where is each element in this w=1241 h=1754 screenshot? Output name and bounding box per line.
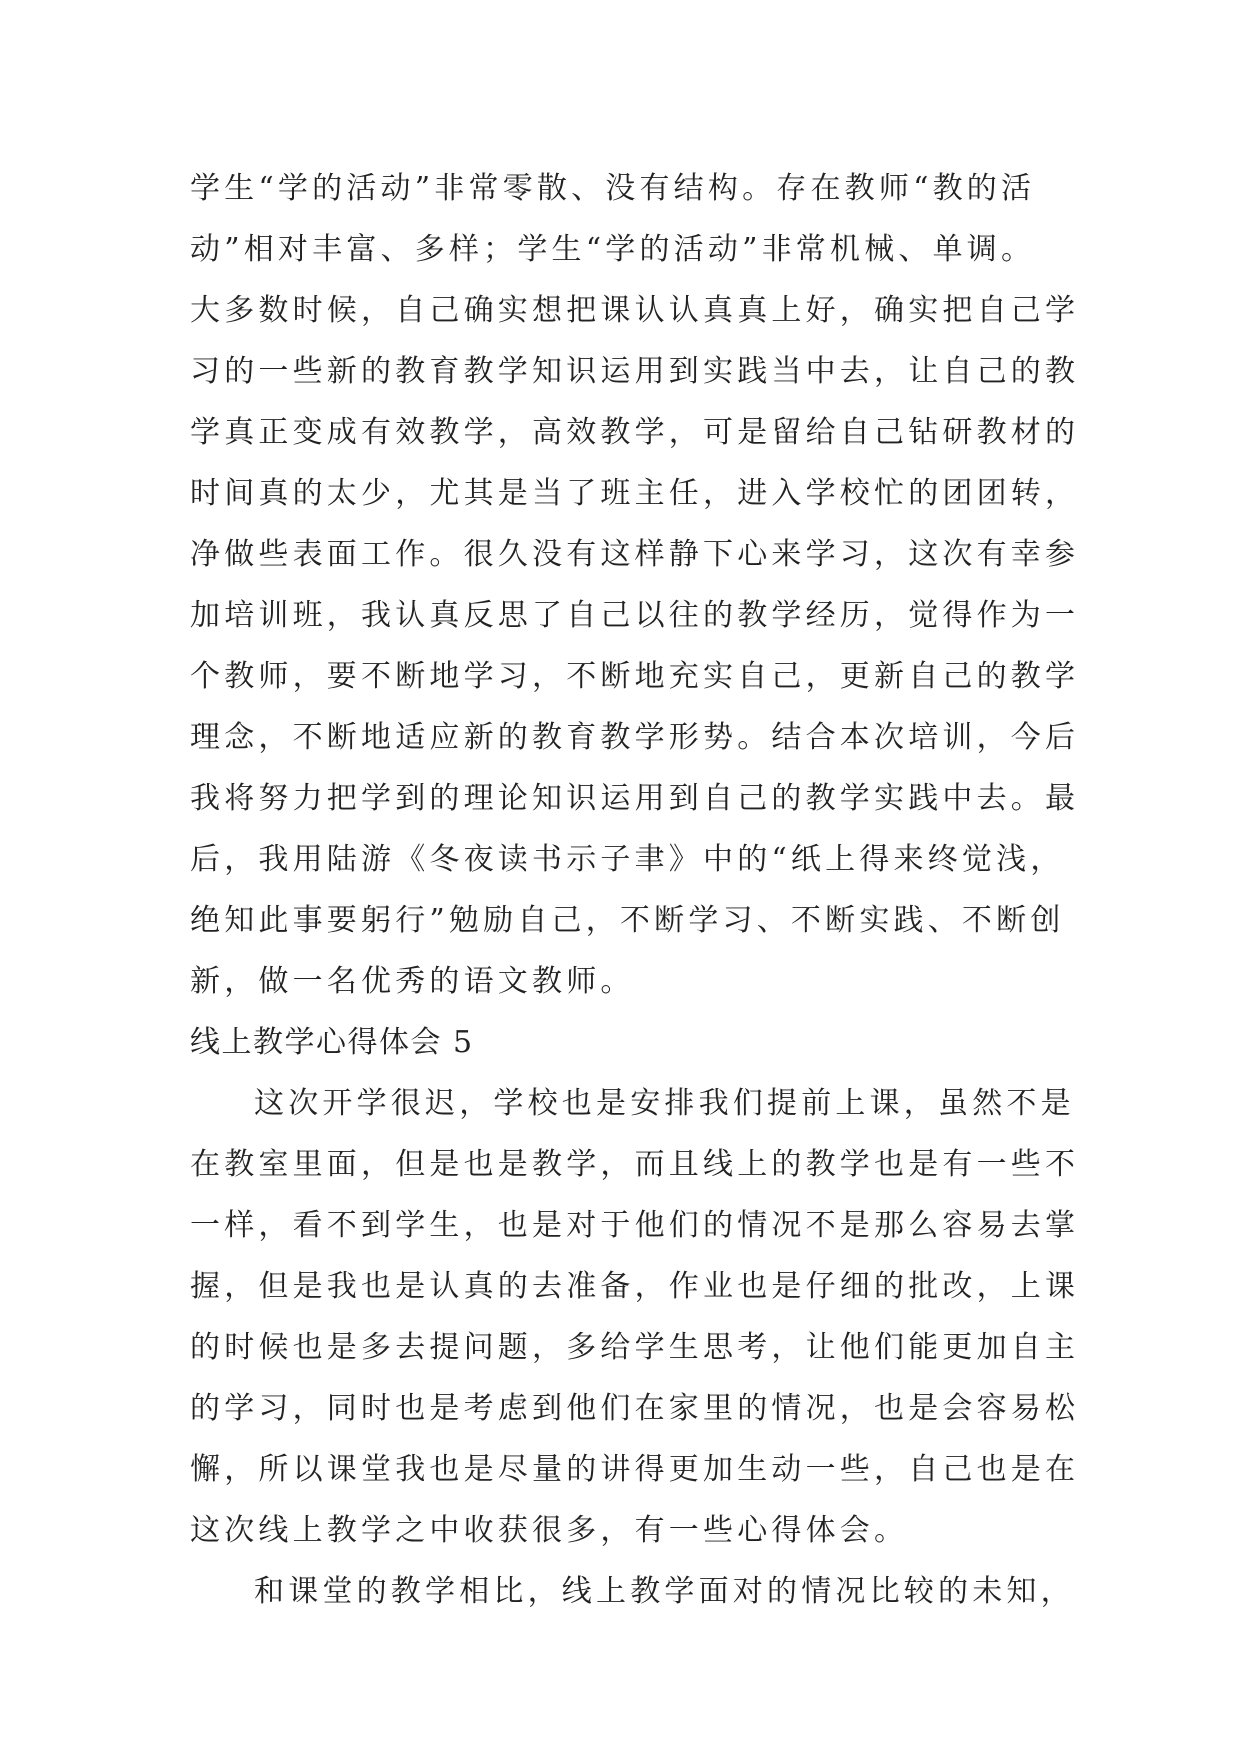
document-body	[190, 158, 1080, 1622]
body-line: 新，做一名优秀的语文教师。	[190, 964, 635, 999]
body-line: 的时候也是多去提问题，多给学生思考，让他们能更加自主	[190, 1330, 1080, 1365]
body-line: 一样，看不到学生，也是对于他们的情况不是那么容易去掌	[190, 1208, 1080, 1243]
body-line: 我将努力把学到的理论知识运用到自己的教学实践中去。最	[190, 781, 1080, 816]
body-line: 在教室里面，但是也是教学，而且线上的教学也是有一些不	[190, 1147, 1080, 1182]
section-heading: 线上教学心得体会 5	[190, 1025, 474, 1060]
body-line: 净做些表面工作。很久没有这样静下心来学习，这次有幸参	[190, 537, 1080, 572]
body-line: 懈，所以课堂我也是尽量的讲得更加生动一些，自己也是在	[190, 1452, 1080, 1487]
body-line: 动”相对丰富、多样；学生“学的活动”非常机械、单调。	[190, 232, 1036, 267]
body-line: 绝知此事要躬行”勉励自己，不断学习、不断实践、不断创	[190, 903, 1065, 938]
body-line: 个教师，要不断地学习，不断地充实自己，更新自己的教学	[190, 659, 1080, 694]
body-line: 学生“学的活动”非常零散、没有结构。存在教师“教的活	[190, 171, 1036, 206]
body-line: 时间真的太少，尤其是当了班主任，进入学校忙的团团转，	[190, 476, 1080, 511]
body-line: 加培训班，我认真反思了自己以往的教学经历，觉得作为一	[190, 598, 1080, 633]
body-line: 后，我用陆游《冬夜读书示子聿》中的“纸上得来终觉浅，	[190, 842, 1065, 877]
body-line: 的学习，同时也是考虑到他们在家里的情况，也是会容易松	[190, 1391, 1080, 1426]
body-line: 理念，不断地适应新的教育教学形势。结合本次培训，今后	[190, 720, 1080, 755]
paragraph-first-line: 这次开学很迟，学校也是安排我们提前上课，虽然不是	[254, 1086, 1075, 1121]
body-line: 学真正变成有效教学，高效教学，可是留给自己钻研教材的	[190, 415, 1080, 450]
body-line: 大多数时候，自己确实想把课认认真真上好，确实把自己学	[190, 293, 1080, 328]
paragraph-first-line: 和课堂的教学相比，线上教学面对的情况比较的未知，	[254, 1574, 1075, 1609]
body-line: 握，但是我也是认真的去准备，作业也是仔细的批改，上课	[190, 1269, 1080, 1304]
body-line: 习的一些新的教育教学知识运用到实践当中去，让自己的教	[190, 354, 1080, 389]
body-line: 这次线上教学之中收获很多，有一些心得体会。	[190, 1513, 909, 1548]
